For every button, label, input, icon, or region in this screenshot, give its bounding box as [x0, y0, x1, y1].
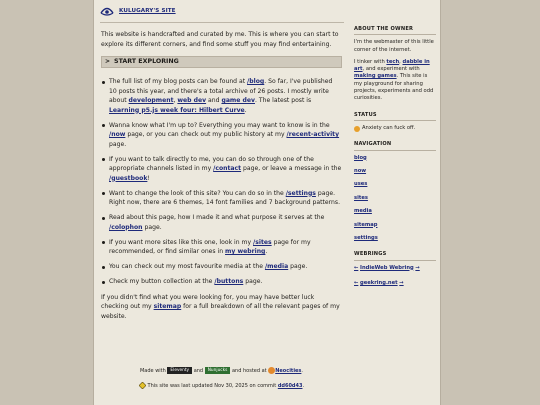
- list-item-media: [109, 262, 342, 272]
- nav-item-now[interactable]: now: [354, 167, 367, 174]
- bio-text: , and experiment with: [362, 66, 420, 73]
- bio-text: ,: [399, 58, 403, 65]
- webring-prev-arrow[interactable]: ←: [354, 264, 359, 271]
- item-text: If you want more sites like this one, look in my: [109, 238, 254, 246]
- outro-paragraph: [101, 293, 342, 322]
- item-text: page for my recommended, or find similar ones in: [109, 238, 311, 255]
- webring-next-arrow[interactable]: →: [415, 264, 420, 271]
- item-text: Check my button collection at the: [109, 278, 215, 285]
- status-line: [354, 125, 436, 132]
- webring-indieweb: [354, 265, 436, 272]
- webrings-heading: WEBRINGS: [354, 251, 436, 260]
- footer-text: and hosted at: [231, 368, 267, 374]
- guestbook-link[interactable]: /guestbook: [109, 174, 148, 182]
- commit-link[interactable]: dd60d43: [277, 383, 303, 389]
- footer-text: This site was last updated Nov 30, 2025 on commit: [147, 383, 277, 389]
- item-text: !: [147, 174, 150, 182]
- status-text: Anxiety can fuck off.: [362, 124, 416, 131]
- buttons-link[interactable]: /buttons: [214, 278, 244, 285]
- header-divider: [100, 22, 344, 23]
- neocities-link[interactable]: Neocities: [275, 368, 302, 374]
- item-text: page, or leave a message in the: [241, 165, 342, 172]
- list-item-sites: [109, 238, 342, 257]
- game-dev-link[interactable]: game dev: [221, 97, 255, 104]
- my-webring-link[interactable]: my webring: [225, 248, 266, 255]
- footer-text: .: [302, 383, 305, 389]
- item-text: If you want to talk directly to me, you can do so through one of the appropriate channels listed in my: [109, 155, 314, 172]
- bio-text: . This site is my playground for sharing projects, experiments and odd curiosities.: [354, 73, 434, 102]
- footer-text: Made with: [139, 368, 166, 374]
- nav-item-uses[interactable]: uses: [354, 181, 368, 188]
- now-link[interactable]: /now: [109, 131, 126, 138]
- recent-activity-link[interactable]: /recent-activity: [286, 131, 340, 138]
- section-heading: [101, 56, 342, 68]
- footer-made-with: [101, 367, 342, 374]
- item-text: .: [244, 106, 247, 114]
- explore-list: [101, 77, 342, 287]
- item-text: Read about this page, how I made it and what purpose it serves at the: [109, 214, 325, 221]
- indieweb-webring-link[interactable]: IndieWeb Webring: [360, 264, 414, 271]
- media-link[interactable]: /media: [264, 263, 289, 270]
- blog-link[interactable]: /blog: [247, 78, 265, 85]
- chevron-right-icon: >: [105, 58, 111, 65]
- eye-logo-icon[interactable]: [100, 5, 114, 17]
- item-text: Wanna know what I'm up to? Everything you may want to know is in the: [109, 121, 330, 129]
- list-item-blog: [109, 77, 342, 115]
- item-text: .: [265, 248, 268, 255]
- status-block: [354, 112, 436, 133]
- nav-item-sitemap[interactable]: sitemap: [354, 221, 378, 228]
- main-content: [101, 30, 342, 327]
- nav-item-media[interactable]: media: [354, 208, 372, 215]
- sidebar: [354, 26, 436, 296]
- intro-paragraph: This website is handcrafted and curated by me. This is where you can start to explore its different corners, and find some stuff you may find entertaining.: [101, 31, 339, 48]
- colophon-link[interactable]: /colophon: [109, 223, 143, 231]
- footer-text: and: [193, 368, 204, 374]
- tech-link[interactable]: tech: [386, 58, 400, 65]
- item-text: ,: [173, 97, 178, 104]
- footer-text: .: [301, 368, 303, 374]
- settings-link[interactable]: /settings: [285, 189, 316, 197]
- geekring-link[interactable]: geekring.net: [360, 279, 398, 286]
- latest-post-link[interactable]: Learning p5.js week four: Hilbert Curve: [109, 106, 245, 114]
- item-text: Want to change the look of this site? You can do so in the: [109, 189, 286, 197]
- webring-geekring: [354, 280, 436, 287]
- development-link[interactable]: development: [128, 97, 174, 104]
- art-link[interactable]: dabble in art: [354, 58, 430, 73]
- navigation-block: [354, 141, 436, 242]
- section-title: START EXPLORING: [114, 58, 179, 65]
- about-owner-heading: ABOUT THE OWNER: [354, 26, 436, 35]
- item-text: You can check out my most favourite media at the: [109, 263, 265, 270]
- list-item-settings: [109, 189, 342, 208]
- bio-text: I tinker with: [354, 58, 387, 65]
- nav-item-sites[interactable]: sites: [354, 194, 368, 201]
- about-owner-block: [354, 26, 436, 103]
- status-heading: STATUS: [354, 112, 436, 121]
- item-text: page.: [142, 223, 162, 231]
- mood-face-icon: [354, 126, 360, 132]
- nunjucks-badge[interactable]: Nunjucks: [205, 367, 231, 374]
- contact-link[interactable]: /contact: [213, 165, 242, 172]
- webrings-block: [354, 251, 436, 287]
- site-header: [100, 4, 350, 18]
- web-dev-link[interactable]: web dev: [177, 97, 207, 104]
- eleventy-badge[interactable]: Eleventy: [167, 367, 192, 374]
- webring-prev-arrow[interactable]: ←: [354, 279, 359, 286]
- footer-updated: [101, 382, 342, 389]
- item-text: page. Right now, there are 6 themes, 14 font families and 7 background patterns.: [109, 189, 341, 206]
- nav-item-blog[interactable]: blog: [354, 154, 367, 161]
- list-item-buttons: [109, 277, 342, 287]
- list-item-colophon: [109, 213, 342, 232]
- owner-bio: [354, 59, 436, 103]
- site-title-link[interactable]: KULUGARY'S SITE: [119, 8, 176, 14]
- item-text: page.: [243, 278, 263, 285]
- list-item-now: [109, 121, 342, 150]
- outro-text: If you didn't find what you were looking for, you may have better luck checking out my: [101, 293, 315, 310]
- item-text: The full list of my blog posts can be found at: [109, 78, 248, 85]
- nav-list: [354, 155, 436, 243]
- item-text: . The latest post is: [255, 97, 312, 104]
- item-text: . So far, I've published 10 posts this year, and there's a total archive of 26 posts. I mostly write about: [109, 78, 333, 104]
- webring-next-arrow[interactable]: →: [399, 279, 404, 286]
- item-text: and: [206, 97, 222, 104]
- item-text: page.: [288, 263, 308, 270]
- list-item-contact: [109, 155, 342, 184]
- sites-link[interactable]: /sites: [253, 238, 272, 246]
- nav-item-settings[interactable]: settings: [354, 234, 378, 241]
- sitemap-link[interactable]: sitemap: [153, 303, 182, 310]
- item-text: page, or you can check out my public history at my: [125, 131, 287, 138]
- making-games-link[interactable]: making games: [354, 73, 397, 80]
- navigation-heading: NAVIGATION: [354, 141, 436, 150]
- commit-diamond-icon: [139, 382, 146, 389]
- outro-text: for a full breakdown of all the relevant pages of my website.: [101, 303, 340, 320]
- owner-intro: I'm the webmaster of this little corner of the internet.: [354, 39, 434, 53]
- item-text: page.: [109, 140, 127, 148]
